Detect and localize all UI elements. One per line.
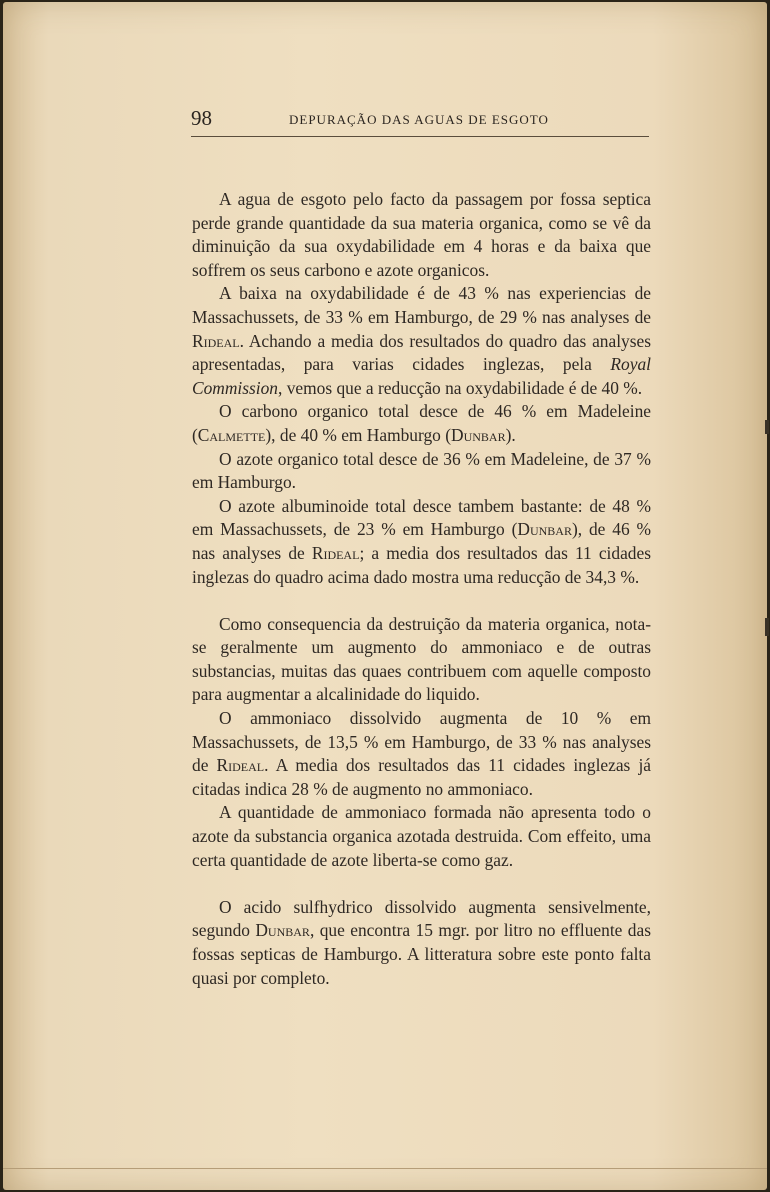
- running-title: DEPURAÇÃO DAS AGUAS DE ESGOTO: [289, 112, 549, 127]
- text-run: . Achando a media dos resultados do quadro das analyses apresentadas, para varias cidades inglezas, pela: [192, 330, 651, 375]
- paragraph-7: [192, 707, 651, 801]
- paragraph-3: [192, 400, 651, 447]
- author-name: Rideal: [192, 330, 240, 351]
- text-run: O acido sulfhydrico dissolvido augmenta sensivelmente, segundo: [192, 896, 651, 941]
- author-name: Dunbar: [451, 424, 506, 445]
- page-bottom-edge: [3, 1168, 767, 1169]
- page-header: [191, 106, 649, 137]
- text-run: O ammoniaco dissolvido augmenta de 10 % em Massachussets, de 13,5 % em Hamburgo, de 33 % nas analyses de: [192, 708, 651, 776]
- italic-term: Royal Commission: [192, 354, 651, 398]
- text-run: ).: [505, 424, 516, 445]
- author-name: Rideal: [216, 755, 265, 776]
- page-edge-mark: [765, 618, 769, 636]
- text-run: ; a media dos resultados das 11 cidades inglezas do quadro acima dado mostra uma reducção de 34,3 %.: [192, 542, 651, 587]
- author-name: Rideal: [311, 542, 360, 563]
- page-number: 98: [191, 106, 212, 130]
- book-page: [3, 2, 767, 1190]
- body-text: [192, 188, 651, 990]
- paragraph-4: O azote organico total desce de 36 % em Madeleine, de 37 % em Hamburgo.: [192, 448, 651, 493]
- text-run: , que encontra 15 mgr. por litro no effluente das fossas septicas de Hamburgo. A litteratura sobre este ponto falta quasi por completo.: [192, 920, 651, 988]
- text-run: ), de 46 % nas analyses de: [192, 519, 651, 563]
- text-run: , vemos que a reducção na oxydabilidade é de 40 %.: [278, 377, 643, 398]
- text-run: O carbono organico total desce de 46 % em Madeleine (: [192, 401, 651, 445]
- author-name: Calmette: [197, 424, 266, 445]
- paragraph-5: [192, 495, 651, 589]
- text-run: A baixa na oxydabilidade é de 43 % nas experiencias de Massachussets, de 33 % em Hamburgo, de 29 % nas analyses de: [192, 283, 651, 327]
- text-run: ), de 40 % em Hamburgo (: [265, 424, 452, 445]
- text-run: . A media dos resultados das 11 cidades inglezas já citadas indica 28 % de augmento no ammoniaco.: [192, 755, 651, 799]
- page-edge-mark: [765, 420, 769, 434]
- paragraph-8: A quantidade de ammoniaco formada não apresenta todo o azote da substancia organica azotada destruida. Com effeito, uma certa quantidade de azote liberta-se como gaz.: [192, 802, 651, 870]
- paragraph-6: Como consequencia da destruição da materia organica, nota-se geralmente um augmento do ammoniaco e de outras substancias, muitas das quaes contribuem com aquelle composto para augmentar a alcalinidade do liquido.: [192, 613, 651, 705]
- paragraph-9: [192, 896, 651, 990]
- paragraph-2: [192, 282, 651, 400]
- author-name: Dunbar: [517, 519, 572, 540]
- author-name: Dunbar: [255, 920, 310, 941]
- paragraph-1: A agua de esgoto pelo facto da passagem por fossa septica perde grande quantidade da sua materia organica, como se vê da diminuição da sua oxydabilidade em 4 horas e da baixa que soffrem os seus carbono e azote organicos.: [192, 189, 651, 280]
- text-run: O azote albuminoide total desce tambem bastante: de 48 % em Massachussets, de 23 % em Hamburgo (: [192, 495, 651, 540]
